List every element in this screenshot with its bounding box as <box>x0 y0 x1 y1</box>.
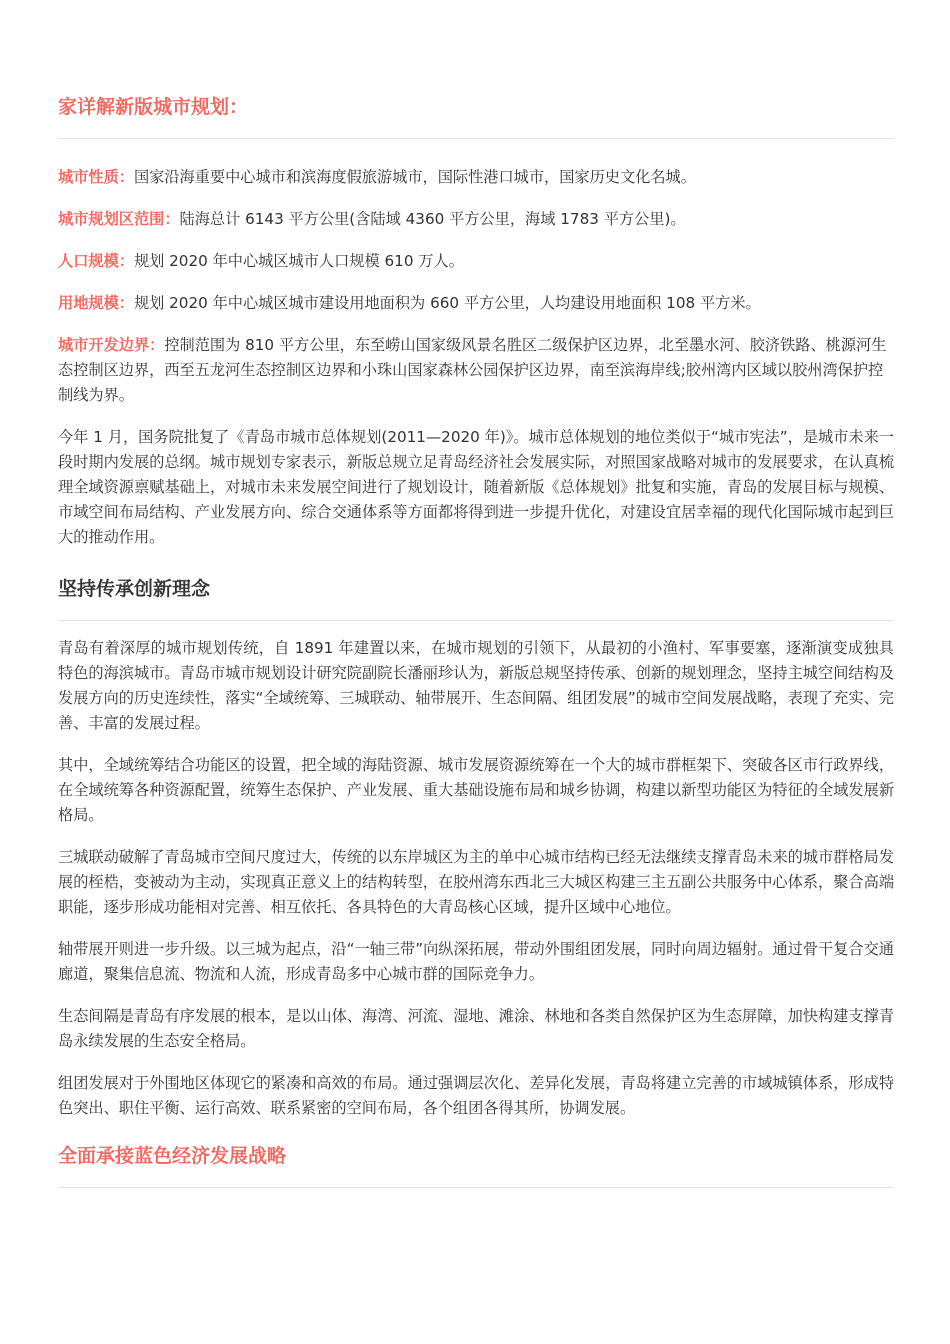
fact-population <box>58 249 894 274</box>
fact-value: 陆海总计 6143 平方公里(含陆域 4360 平方公里，海域 1783 平方公里)。 <box>179 210 686 228</box>
body-paragraph: 三城联动破解了青岛城市空间尺度过大，传统的以东岸城区为主的单中心城市结构已经无法继续支撑青岛未来的城市群格局发展的桎梏，变被动为主动，实现真正意义上的结构转型，在胶州湾东西北三大城区构建三主五副公共服务中心体系，聚合高端职能，逐步形成功能相对完善、相互依托、各具特色的大青岛核心区域，提升区域中心地位。 <box>58 848 894 916</box>
fact-development-boundary <box>58 333 894 408</box>
fact-label: 城市规划区范围： <box>58 210 180 228</box>
body-paragraph: 轴带展开则进一步升级。以三城为起点，沿“一轴三带”向纵深拓展，带动外围组团发展，同时向周边辐射。通过骨干复合交通廊道，聚集信息流、物流和人流，形成青岛多中心城市群的国际竞争力。 <box>58 940 894 983</box>
body-paragraph: 组团发展对于外围地区体现它的紧凑和高效的布局。通过强调层次化、差异化发展，青岛将建立完善的市域城镇体系，形成特色突出、职住平衡、运行高效、联系紧密的空间布局，各个组团各得其所，协调发展。 <box>58 1074 894 1117</box>
fact-value: 国家沿海重要中心城市和滨海度假旅游城市，国际性港口城市，国家历史文化名城。 <box>133 168 696 186</box>
fact-city-nature <box>58 165 894 190</box>
section-heading-blue-economy: 全面承接蓝色经济发展战略 <box>58 1141 894 1188</box>
fact-label: 人口规模： <box>58 252 134 270</box>
fact-label: 城市开发边界： <box>58 336 165 354</box>
section-heading-planning-details: 家详解新版城市规划： <box>58 92 894 139</box>
fact-value: 控制范围为 810 平方公里，东至崂山国家级风景名胜区二级保护区边界，北至墨水河、胶济铁路、桃源河生态控制区边界，西至五龙河生态控制区边界和小珠山国家森林公园保护区边界，南至滨海岸线;胶州湾内区域以胶州湾保护控制线为界。 <box>58 336 887 404</box>
fact-value: 规划 2020 年中心城区城市人口规模 610 万人。 <box>133 252 464 270</box>
fact-planning-area <box>58 207 894 232</box>
article-body <box>58 92 894 1188</box>
fact-land-use <box>58 291 894 316</box>
fact-label: 用地规模： <box>58 294 134 312</box>
body-paragraph: 其中，全域统筹结合功能区的设置，把全域的海陆资源、城市发展资源统筹在一个大的城市群框架下、突破各区市行政界线，在全域统筹各种资源配置，统筹生态保护、产业发展、重大基础设施布局和城乡协调，构建以新型功能区为特征的全域发展新格局。 <box>58 756 894 824</box>
section-heading-heritage-innovation: 坚持传承创新理念 <box>58 574 894 621</box>
body-paragraph: 青岛有着深厚的城市规划传统，自 1891 年建置以来，在城市规划的引领下，从最初的小渔村、军事要塞，逐渐演变成独具特色的海滨城市。青岛市城市规划设计研究院副院长潘丽珍认为，新版总规坚持传承、创新的规划理念，坚持主城空间结构及发展方向的历史连续性，落实“全域统筹、三城联动、轴带展开、生态间隔、组团发展”的城市空间发展战略，表现了充实、完善、丰富的发展过程。 <box>58 639 894 732</box>
fact-label: 城市性质： <box>58 168 134 186</box>
body-paragraph: 生态间隔是青岛有序发展的根本，是以山体、海湾、河流、湿地、滩涂、林地和各类自然保护区为生态屏障，加快构建支撑青岛永续发展的生态安全格局。 <box>58 1007 894 1050</box>
intro-paragraph: 今年 1 月，国务院批复了《青岛市城市总体规划(2011—2020 年)》。城市总体规划的地位类似于“城市宪法”，是城市未来一段时期内发展的总纲。城市规划专家表示，新版总规立足青岛经济社会发展实际，对照国家战略对城市的发展要求，在认真梳理全域资源禀赋基础上，对城市未来发展空间进行了规划设计，随着新版《总体规划》批复和实施，青岛的发展目标与规模、市域空间布局结构、产业发展方向、综合交通体系等方面都将得到进一步提升优化，对建设宜居幸福的现代化国际城市起到巨大的推动作用。 <box>58 428 894 546</box>
fact-value: 规划 2020 年中心城区城市建设用地面积为 660 平方公里，人均建设用地面积 108 平方米。 <box>133 294 761 312</box>
